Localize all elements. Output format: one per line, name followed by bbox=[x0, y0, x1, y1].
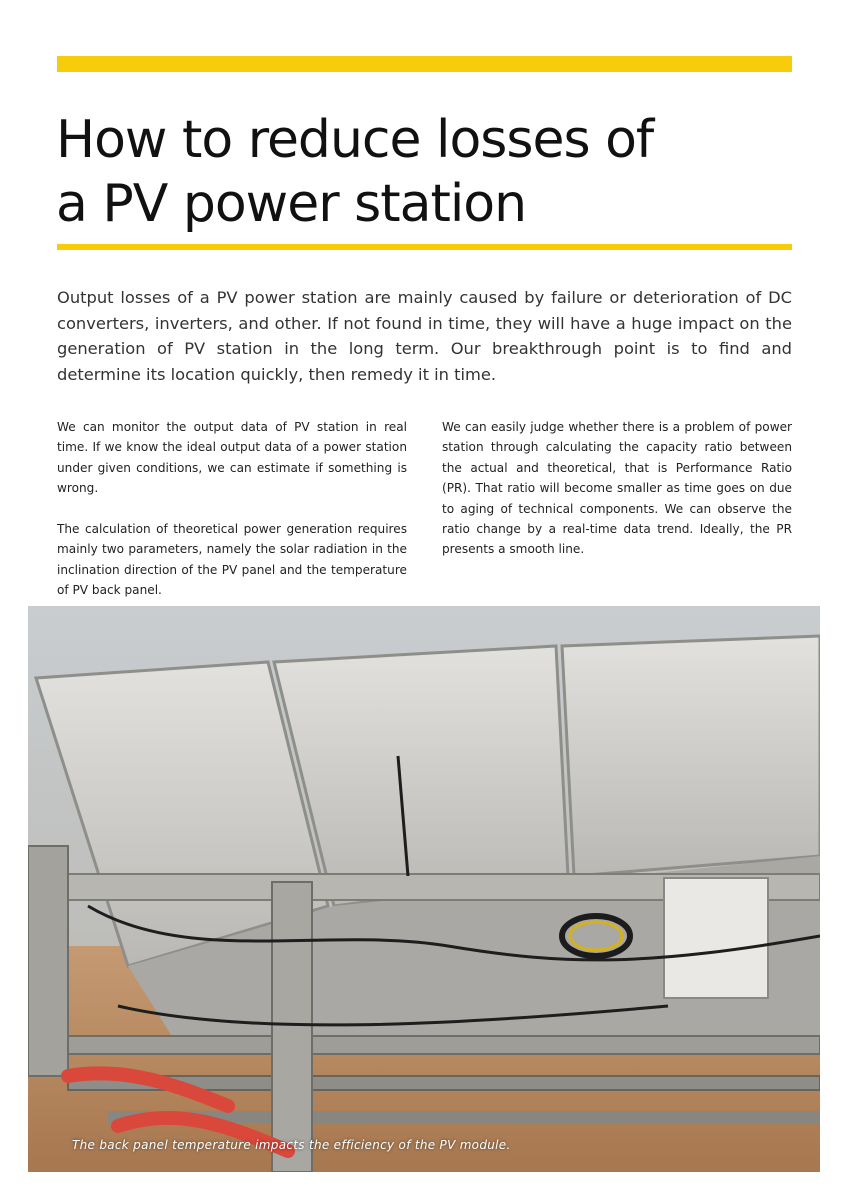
accent-bar-top bbox=[57, 56, 792, 72]
page-title bbox=[56, 108, 796, 236]
photo-illustration bbox=[28, 606, 820, 1172]
intro-paragraph: Output losses of a PV power station are mainly caused by failure or deterioration of DC converters, inverters, and other. If not found in time, they will have a huge impact on the generation of PV station in the long term. Our breakthrough point is to find and determine its location quickly, then remedy it in time. bbox=[57, 288, 792, 384]
right-paragraph-1: We can easily judge whether there is a problem of power station through calculating the capacity ratio between the actual and theoretical, that is Performance Ratio (PR). That ratio will become smaller as time goes on due to aging of technical components. We can observe the ratio change by a real-time data trend. Ideally, the PR presents a smooth line. bbox=[442, 420, 792, 557]
title-line-1: How to reduce losses of bbox=[56, 110, 654, 170]
right-column bbox=[442, 417, 792, 580]
photo-caption: The back panel temperature impacts the efficiency of the PV module. bbox=[72, 1138, 511, 1152]
accent-bar-under-title bbox=[57, 244, 792, 250]
left-paragraph-1: We can monitor the output data of PV station in real time. If we know the ideal output data of a power station under given conditions, we can estimate if something is wrong. bbox=[57, 420, 407, 496]
left-column bbox=[57, 417, 407, 621]
title-line-2: a PV power station bbox=[56, 174, 527, 234]
pv-back-panel-photo bbox=[28, 606, 820, 1172]
left-paragraph-2: The calculation of theoretical power generation requires mainly two parameters, namely the solar radiation in the inclination direction of the PV panel and the temperature of PV back panel. bbox=[57, 522, 407, 598]
